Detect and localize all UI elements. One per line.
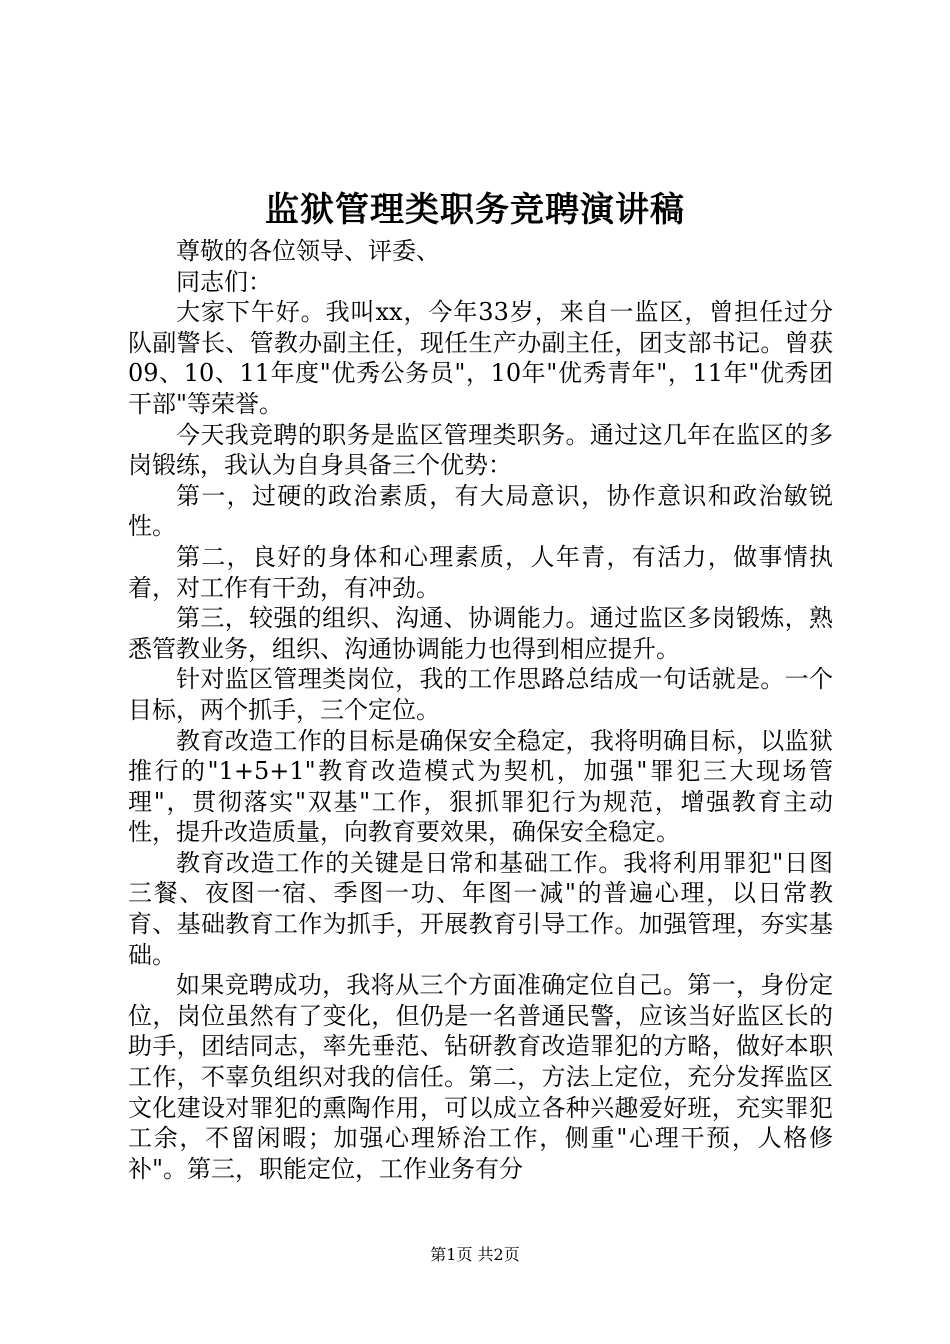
paragraph-advantage-1: 第一，过硬的政治素质，有大局意识，协作意识和政治敏锐性。 (128, 481, 833, 541)
paragraph-positioning: 如果竞聘成功，我将从三个方面准确定位自己。第一，身份定位，岗位虽然有了变化，但仍是一名普通民警，应该当好监区长的助手，团结同志，率先垂范、钻研教育改造罪犯的方略，做好本职工作，不辜负组织对我的信任。第二，方法上定位，充分发挥监区文化建设对罪犯的熏陶作用，可以成立各种兴趣爱好班，充实罪犯工余，不留闲暇；加强心理矫治工作，侧重"心理干预，人格修补"。第三，职能定位，工作业务有分 (128, 971, 833, 1183)
page-footer: 第1页 共2页 (430, 1245, 520, 1264)
paragraph-key-work: 教育改造工作的关键是日常和基础工作。我将利用罪犯"日图三餐、夜图一宿、季图一功、年图一减"的普遍心理，以日常教育、基础教育工作为抓手，开展教育引导工作。加强管理，夯实基础。 (128, 848, 833, 969)
paragraph-introduction: 大家下午好。我叫xx，今年33岁，来自一监区，曾担任过分队副警长、管教办副主任，现任生产办副主任，团支部书记。曾获09、10、11年度"优秀公务员"，10年"优秀青年"，11年"优秀团干部"等荣誉。 (128, 298, 833, 418)
paragraph-work-approach: 针对监区管理类岗位，我的工作思路总结成一句话就是。一个目标，两个抓手，三个定位。 (128, 665, 833, 724)
paragraph-position: 今天我竞聘的职务是监区管理类职务。通过这几年在监区的多岗锻练，我认为自身具备三个优势： (128, 420, 833, 480)
document-title: 监狱管理类职务竞聘演讲稿 (265, 190, 685, 230)
document-body (128, 236, 833, 1184)
paragraph-advantage-2: 第二，良好的身体和心理素质，人年青，有活力，做事情执着，对工作有干劲，有冲劲。 (128, 542, 833, 602)
salutation-line-1: 尊敬的各位领导、评委、 (176, 237, 440, 265)
paragraph-advantage-3: 第三，较强的组织、沟通、协调能力。通过监区多岗锻炼，熟悉管教业务，组织、沟通协调能力也得到相应提升。 (128, 604, 833, 663)
salutation-line-2: 同志们： (176, 267, 272, 296)
paragraph-goal: 教育改造工作的目标是确保安全稳定，我将明确目标，以监狱推行的"1+5+1"教育改造模式为契机，加强"罪犯三大现场管理"，贯彻落实"双基"工作，狠抓罪犯行为规范，增强教育主动性，提升改造质量，向教育要效果，确保安全稳定。 (128, 726, 833, 847)
